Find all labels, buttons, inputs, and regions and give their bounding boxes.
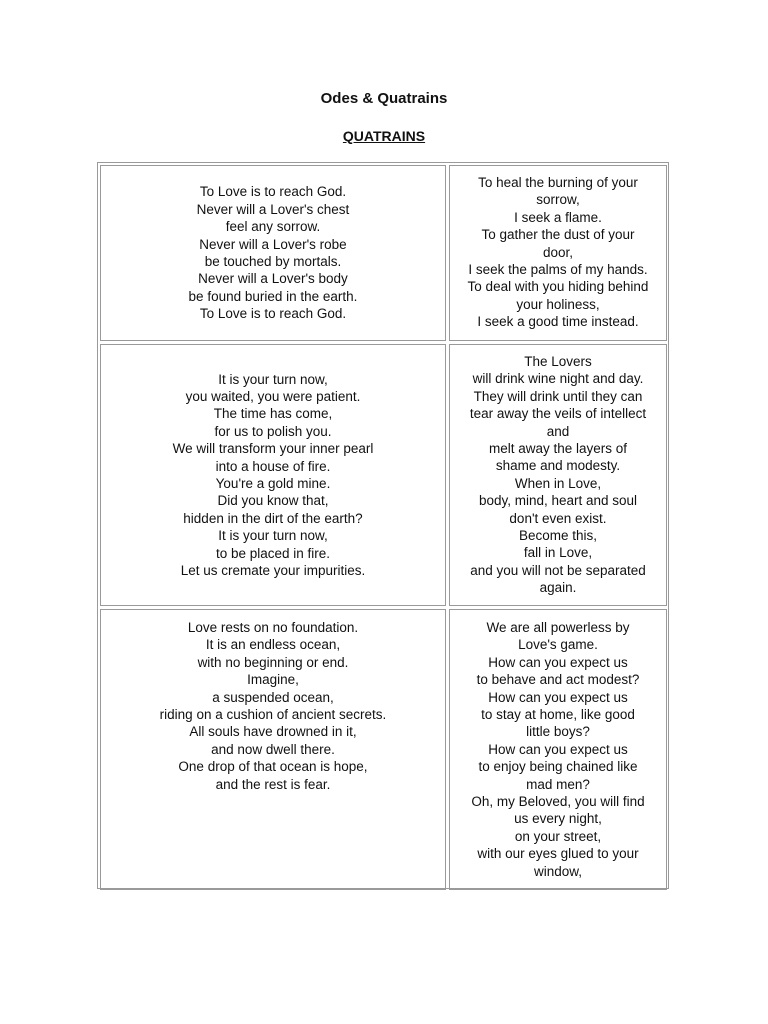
- poem-line: How can you expect us: [488, 741, 628, 757]
- poem-line: body, mind, heart and soul: [478, 493, 638, 509]
- poem-line: sorrow,: [536, 192, 580, 208]
- poem-line: little boys?: [526, 724, 590, 740]
- poem-line: with our eyes glued to your: [477, 846, 639, 862]
- poem-line: again.: [539, 580, 577, 596]
- poem-line: To heal the burning of your: [478, 175, 638, 190]
- poem-line: your holiness,: [516, 296, 600, 312]
- poem-line: They will drink until they can: [473, 388, 643, 404]
- poem-line: into a house of fire.: [215, 458, 331, 474]
- poem-line: How can you expect us: [488, 654, 628, 670]
- poem-line: Imagine,: [247, 672, 299, 688]
- poem-line: Never will a Lover's robe: [199, 236, 347, 252]
- poem-line: on your street,: [514, 828, 602, 844]
- poem-cell: [100, 165, 446, 341]
- poem-line: door,: [542, 244, 574, 260]
- poem-line: The Lovers: [524, 354, 592, 369]
- poem-line: will drink wine night and day.: [472, 371, 644, 387]
- poem-line: Love's game.: [518, 637, 598, 653]
- poem-line: All souls have drowned in it,: [189, 724, 357, 740]
- poem-line: To Love is to reach God.: [199, 184, 347, 200]
- poem-line: Oh, my Beloved, you will find: [471, 794, 645, 810]
- poem-line: I seek a flame.: [514, 209, 602, 225]
- poem-cell: [449, 609, 667, 890]
- poem-line: fall in Love,: [523, 545, 593, 561]
- poem-cell: [100, 344, 446, 606]
- poem-line: When in Love,: [514, 475, 602, 491]
- poem-line: be found buried in the earth.: [188, 288, 358, 304]
- poem-line: don't even exist.: [509, 510, 607, 526]
- poem-line: We are all powerless by: [486, 620, 630, 635]
- poem-line: One drop of that ocean is hope,: [178, 759, 368, 775]
- poem-line: You're a gold mine.: [215, 476, 331, 491]
- document-title: Odes & Quatrains: [320, 90, 448, 107]
- poem-line: be touched by mortals.: [204, 254, 342, 269]
- poem-cell: [449, 165, 667, 341]
- poem-line: tear away the veils of intellect: [469, 406, 647, 422]
- poem-line: for us to polish you.: [214, 423, 332, 439]
- poem-line: to enjoy being chained like: [478, 759, 638, 775]
- poem-line: Never will a Lover's body: [198, 271, 348, 287]
- poem-line: I seek the palms of my hands.: [468, 262, 648, 278]
- poem-line: and: [546, 423, 570, 439]
- poem-line: and you will not be separated: [470, 562, 646, 578]
- poem-line: To deal with you hiding behind: [467, 279, 649, 295]
- poem-line: Never will a Lover's chest: [196, 201, 350, 217]
- quatrains-table: [97, 162, 669, 889]
- poem-line: to stay at home, like good: [481, 707, 635, 723]
- poem-line: Did you know that,: [217, 493, 329, 509]
- poem-line: The time has come,: [213, 406, 333, 422]
- poem-line: riding on a cushion of ancient secrets.: [159, 707, 387, 723]
- poem-line: It is an endless ocean,: [205, 637, 341, 653]
- poem-line: shame and modesty.: [495, 458, 621, 474]
- poem-line: It is your turn now,: [218, 371, 328, 387]
- poem-line: feel any sorrow.: [225, 219, 321, 235]
- poem-line: How can you expect us: [488, 689, 628, 705]
- poem-cell: [100, 609, 446, 890]
- poem-line: and now dwell there.: [211, 741, 335, 757]
- poem-line: I seek a good time instead.: [477, 314, 639, 330]
- section-heading-quatrains: QUATRAINS: [342, 128, 426, 144]
- poem-line: us every night,: [514, 811, 602, 827]
- poem-line: with no beginning or end.: [197, 654, 349, 670]
- poem-line: hidden in the dirt of the earth?: [183, 510, 363, 526]
- poem-line: It is your turn now,: [218, 528, 328, 544]
- poem-line: a suspended ocean,: [212, 689, 334, 705]
- poem-line: Let us cremate your impurities.: [180, 563, 366, 579]
- poem-line: mad men?: [526, 776, 590, 792]
- poem-line: Become this,: [518, 528, 598, 544]
- poem-line: window,: [533, 863, 583, 879]
- poem-line: and the rest is fear.: [215, 776, 331, 792]
- poem-line: to be placed in fire.: [215, 545, 331, 561]
- poem-cell: [449, 344, 667, 606]
- poem-line: melt away the layers of: [488, 441, 628, 457]
- poem-line: Love rests on no foundation.: [187, 620, 359, 635]
- poem-line: To gather the dust of your: [481, 227, 635, 243]
- poem-line: you waited, you were patient.: [185, 388, 361, 404]
- poem-line: to behave and act modest?: [476, 672, 640, 688]
- poem-line: We will transform your inner pearl: [172, 441, 374, 457]
- poem-line: To Love is to reach God.: [199, 306, 347, 322]
